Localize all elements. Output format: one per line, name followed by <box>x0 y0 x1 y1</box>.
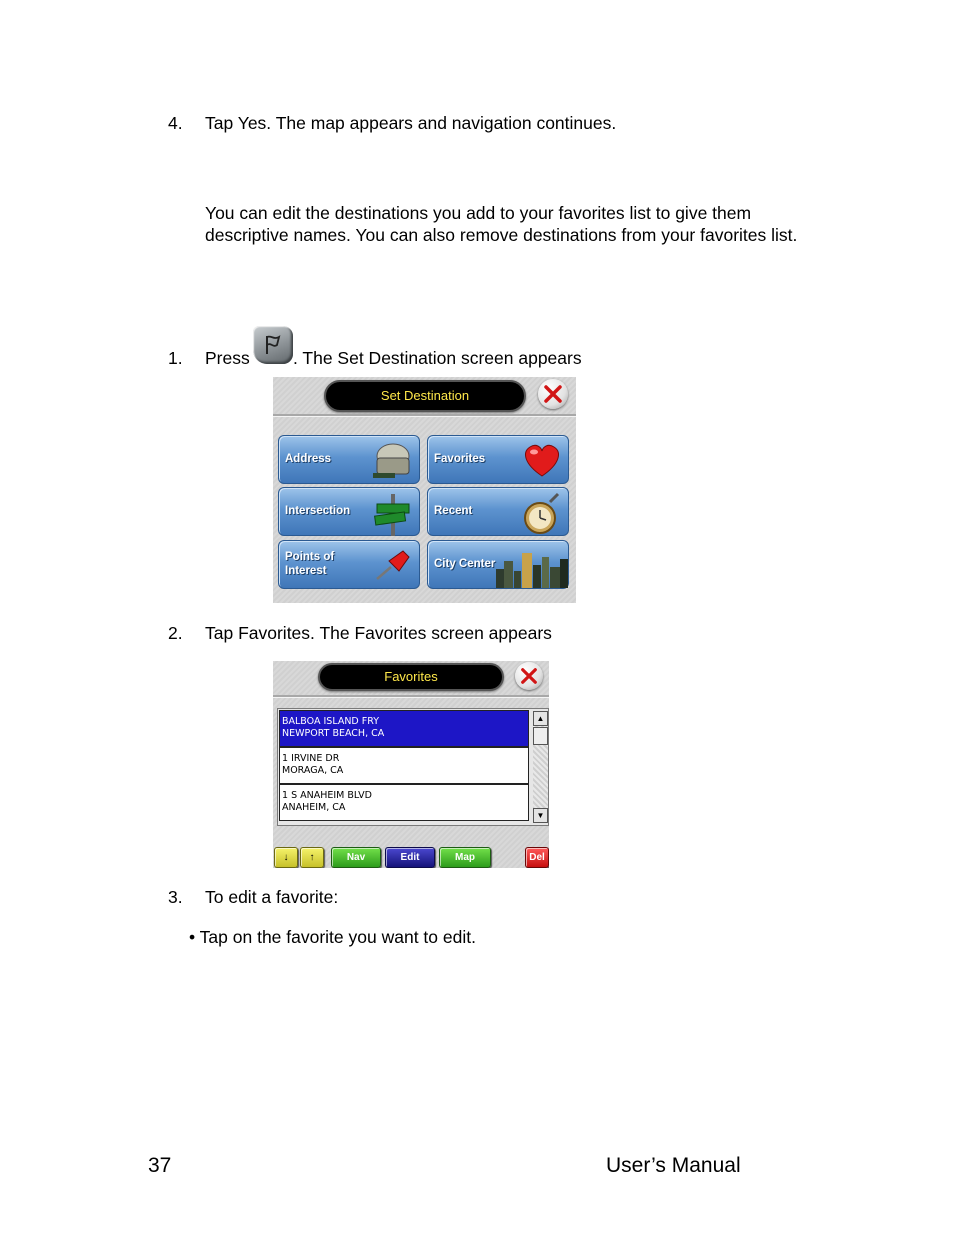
scroll-up-icon[interactable]: ▲ <box>533 711 548 726</box>
favorite-item[interactable] <box>279 784 529 821</box>
favorite-name: 1 IRVINE DR <box>282 753 340 764</box>
favorite-city: ANAHEIM, CA <box>282 802 346 813</box>
button-label: Intersection <box>285 505 351 517</box>
divider <box>273 695 549 698</box>
points-of-interest-button[interactable] <box>278 540 420 589</box>
heart-icon <box>520 440 564 485</box>
city-center-button[interactable] <box>427 540 569 589</box>
step-text: Tap Favorites. The Favorites screen appears <box>205 623 552 643</box>
button-label: Address <box>285 453 332 465</box>
bullet-item: • Tap on the favorite you want to edit. <box>189 927 476 947</box>
button-label: City Center <box>434 558 496 570</box>
screen-title: Set Destination <box>324 380 526 412</box>
step-text-after: . The Set Destination screen appears <box>293 348 582 368</box>
scroll-down-icon[interactable]: ▼ <box>533 808 548 823</box>
recent-button[interactable] <box>427 487 569 536</box>
manual-title: User’s Manual <box>606 1154 741 1177</box>
divider <box>273 414 576 417</box>
move-down-button[interactable] <box>274 847 298 868</box>
scroll-thumb[interactable] <box>533 727 548 745</box>
arrow-down-icon: ↓ <box>283 852 289 863</box>
intro-paragraph: You can edit the destinations you add to your favorites list to give them descriptive names. You can also remove destinations from your favorites list. <box>205 203 798 245</box>
step-number: 4. <box>168 113 183 133</box>
flag-icon <box>253 326 293 364</box>
favorites-list <box>277 708 549 826</box>
intersection-button[interactable] <box>278 487 420 536</box>
favorites-button[interactable] <box>427 435 569 484</box>
address-button[interactable] <box>278 435 420 484</box>
street-sign-icon <box>371 492 415 541</box>
step-text-press: Press <box>205 348 250 368</box>
step-number: 3. <box>168 887 183 907</box>
arrow-up-icon: ↑ <box>309 852 315 863</box>
nav-button[interactable]: Nav <box>331 847 381 868</box>
move-up-button[interactable] <box>300 847 324 868</box>
favorite-item[interactable] <box>279 747 529 784</box>
scrollbar[interactable] <box>533 711 548 823</box>
page-number: 37 <box>148 1154 172 1177</box>
set-destination-screen <box>273 377 576 603</box>
button-label: Recent <box>434 505 473 517</box>
pushpin-icon <box>371 545 415 590</box>
screen-title: Favorites <box>318 663 504 691</box>
step-text: To edit a favorite: <box>205 887 339 907</box>
favorites-screen <box>273 661 549 868</box>
skyline-icon <box>492 541 568 593</box>
delete-button[interactable]: Del <box>525 847 549 868</box>
step-text: Tap Yes. The map appears and navigation continues. <box>205 113 617 133</box>
pocket-watch-icon <box>520 492 564 541</box>
mailbox-icon <box>369 440 415 485</box>
close-button[interactable] <box>538 379 568 409</box>
favorite-item[interactable] <box>279 710 529 747</box>
close-button[interactable] <box>515 662 543 690</box>
step-number: 1. <box>168 348 183 368</box>
step-number: 2. <box>168 623 183 643</box>
favorite-name: BALBOA ISLAND FRY <box>282 716 380 727</box>
favorite-city: MORAGA, CA <box>282 765 344 776</box>
edit-button[interactable]: Edit <box>385 847 435 868</box>
map-button[interactable]: Map <box>439 847 491 868</box>
favorite-city: NEWPORT BEACH, CA <box>282 728 385 739</box>
button-label: Points of Interest <box>285 551 335 577</box>
button-label: Favorites <box>434 453 486 465</box>
favorite-name: 1 S ANAHEIM BLVD <box>282 790 372 801</box>
